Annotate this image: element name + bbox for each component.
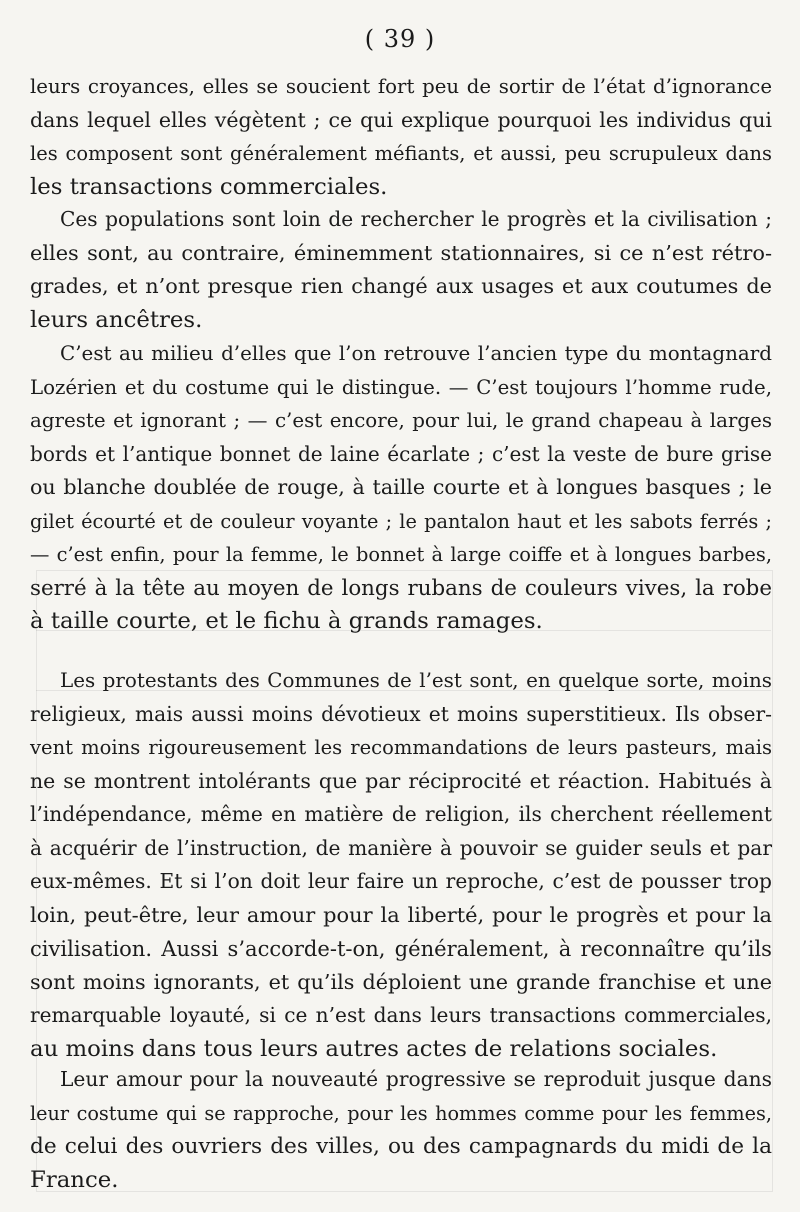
paragraph xyxy=(30,337,772,639)
text-line: de celui des ouvriers des villes, ou des campagnards du midi de la xyxy=(30,1134,772,1159)
text-line: civilisation. Aussi s’accorde-t-on, généralement, à reconnaître qu’ils xyxy=(30,936,772,961)
text-line: sont moins ignorants, et qu’ils déploient une grande franchise et une xyxy=(30,969,772,994)
text-line: ne se montrent intolérants que par réciprocité et réaction. Habitués à xyxy=(30,768,772,793)
page-number: ( 39 ) xyxy=(364,25,436,53)
text-line: C’est au milieu d’elles que l’on retrouve l’ancien type du montagnard xyxy=(60,342,772,365)
text-line: l’indépendance, même en matière de religion, ils cherchent réellement xyxy=(30,802,772,826)
text-line: — c’est enfin, pour la femme, le bonnet à large coiffe et à longues barbes, xyxy=(30,543,772,566)
text-line: grades, et n’ont presque rien changé aux usages et aux coutumes de xyxy=(30,274,772,298)
text-line: au moins dans tous leurs autres actes de relations sociales. xyxy=(30,1035,718,1062)
text-line: Leur amour pour la nouveauté progressive se reproduit jusque dans xyxy=(60,1067,772,1091)
text-line: Les protestants des Communes de l’est sont, en quelque sorte, moins xyxy=(60,669,772,692)
paragraph xyxy=(30,70,772,204)
paragraph xyxy=(30,203,772,337)
text-line: les composent sont généralement méfiants, et aussi, peu scrupuleux dans xyxy=(30,142,772,165)
text-line: leur costume qui se rapproche, pour les hommes comme pour les femmes, xyxy=(30,1101,772,1125)
text-line: Ces populations sont loin de rechercher le progrès et la civilisation ; xyxy=(60,207,772,231)
text-line: à taille courte, et le fichu à grands ramages. xyxy=(30,608,543,634)
text-line: vent moins rigoureusement les recommandations de leurs pasteurs, mais xyxy=(30,736,772,759)
text-line: leurs ancêtres. xyxy=(30,306,203,333)
text-line: gilet écourté et de couleur voyante ; le pantalon haut et les sabots ferrés ; xyxy=(30,509,772,533)
text-line: bords et l’antique bonnet de laine écarlate ; c’est la veste de bure grise xyxy=(30,441,772,466)
text-line: dans lequel elles végètent ; ce qui explique pourquoi les individus qui xyxy=(30,107,772,132)
text-line: les transactions commerciales. xyxy=(30,173,388,200)
text-line: agreste et ignorant ; — c’est encore, pour lui, le grand chapeau à larges xyxy=(30,409,772,432)
text-line: Lozérien et du costume qui le distingue. — C’est toujours l’homme rude, xyxy=(30,375,772,399)
text-line: France. xyxy=(30,1166,119,1193)
text-line: loin, peut-être, leur amour pour la liberté, pour le progrès et pour la xyxy=(30,902,772,927)
paragraph xyxy=(30,1063,772,1197)
text-line: elles sont, au contraire, éminemment stationnaires, si ce n’est rétro- xyxy=(30,240,772,265)
text-line: religieux, mais aussi moins dévotieux et moins superstitieux. Ils obser- xyxy=(30,701,772,726)
text-line: à acquérir de l’instruction, de manière à pouvoir se guider seuls et par xyxy=(30,835,772,860)
text-line: leurs croyances, elles se soucient fort peu de sortir de l’état d’ignorance xyxy=(30,75,772,98)
text-line: serré à la tête au moyen de longs rubans de couleurs vives, la robe xyxy=(30,575,772,601)
text-line: ou blanche doublée de rouge, à taille courte et à longues basques ; le xyxy=(30,475,772,499)
paragraph xyxy=(30,664,772,1066)
text-line: eux-mêmes. Et si l’on doit leur faire un reproche, c’est de pousser trop xyxy=(30,869,772,893)
text-line: remarquable loyauté, si ce n’est dans leurs transactions commerciales, xyxy=(30,1003,772,1027)
